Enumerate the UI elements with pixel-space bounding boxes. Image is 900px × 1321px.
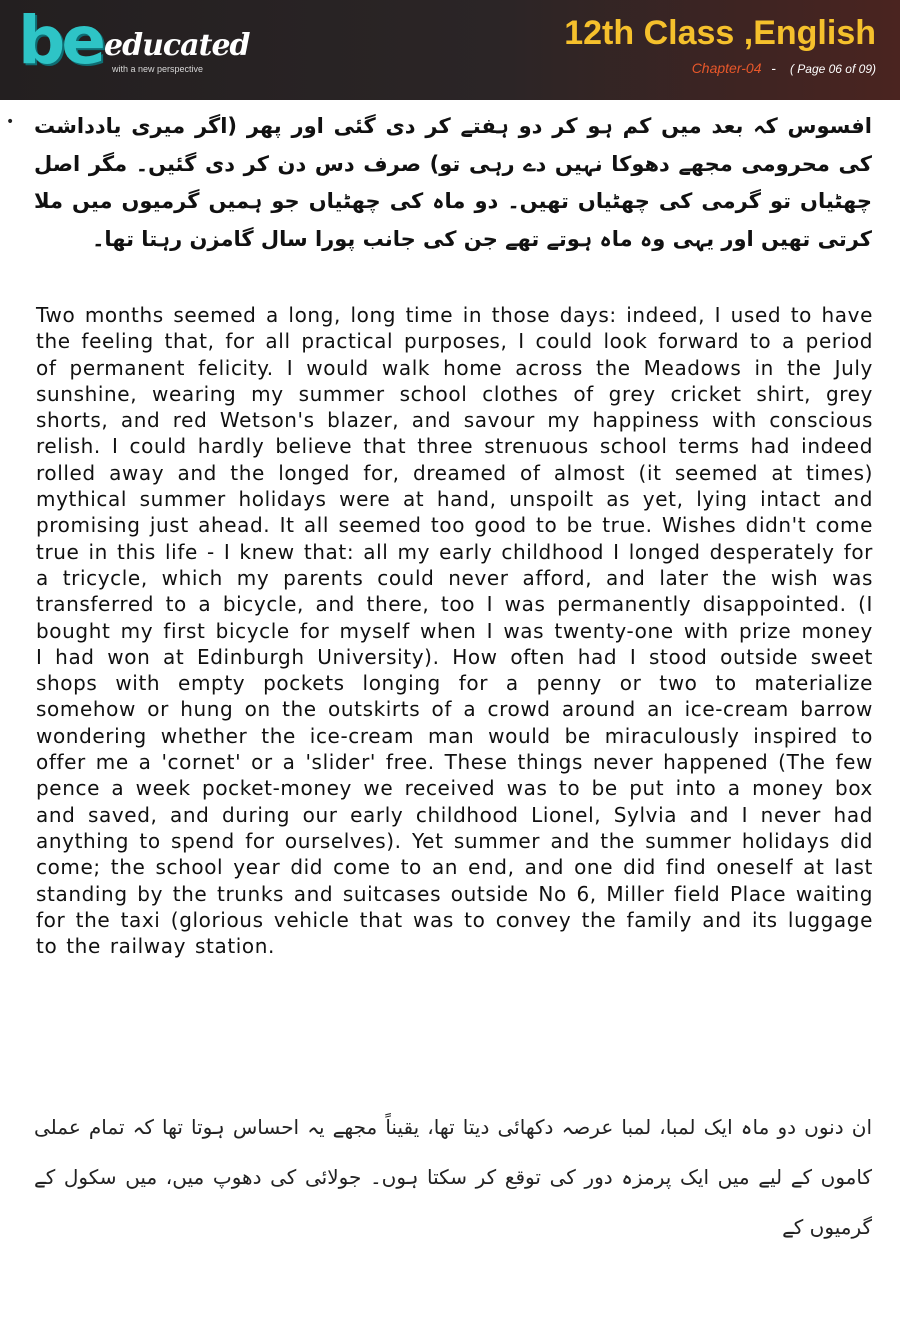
bullet-icon: • [6,114,15,130]
logo-educated-text: educated [104,28,250,63]
chapter-label: Chapter-04 [691,60,762,76]
logo-be-text: be [18,2,103,79]
english-passage: Two months seemed a long, long time in those days: indeed, I used to have the feeling that, for all practical purposes, I could look forward to a period of permanent felicity. I would walk home across the Meadows in the July sunshine, wearing my summer school clothes of grey cricket shirt, grey shorts, and red Wetson's blazer, and savour my happiness with conscious relish. I could hardly believe that three strenuous school terms had indeed rolled away and the longed for, dreamed of almost (it seemed at times) mythical summer holidays were at hand, unspoilt as yet, lying intact and promising just ahead. It all seemed too good to be true. Wishes didn't come true in this life - I knew that: all my early childhood I longed desperately for a tricycle, which my parents could never afford, and later the wish was transferred to a bicycle, and there, too I was permanently disappointed. (I bought my first bicycle for myself when I was twenty-one with prize money I had won at Edinburgh University). How often had I stood outside sweet shops with empty pockets longing for a penny or two to materialize somehow or hung on the outskirts of a crowd around an ice-cream barrow wondering whether the ice-cream man would be miraculously inspired to offer me a 'cornet' or a 'slider' free. These things never happened (The few pence a week pocket-money we received was to be put into a money box and saved, and during our early childhood Lionel, Sylvia and I never had anything to spend for ourselves). Yet summer and the summer holidays did come; the school year did come to an end, and one did find oneself at last standing by the trunks and suitcases outside No 6, Miller field Place waiting for the taxi (glorious vehicle that was to convey the family and its luggage to the railway station. [36,303,873,959]
logo-tagline: with a new perspective [112,64,204,74]
urdu-translation-bottom: ان دنوں دو ماہ ایک لمبا، لمبا عرصہ دکھائی دیتا تھا، یقیناً مجھے یہ احساس ہوتا تھا کہ تمام عملی کاموں کے لیے میں ایک پرمزہ دور کی توقع کر سکتا ہوں۔ جولائی کی دھوپ میں، میں سکول کے گرمیوں کے [34,1115,872,1239]
urdu-translation-top: افسوس کہ بعد میں کم ہو کر دو ہفتے کر دی گئی اور پھر (اگر میری یادداشت کی محرومی مجھے دھوکا نہیں دے رہی تو) صرف دس دن کر دی گئیں۔ مگر اصل چھٹیاں تو گرمی کی چھٹیاں تھیں۔ دو ماہ کی چھٹیاں جو ہمیں گرمیوں میں ملا کرتی تھیں اور یہی وہ ماہ ہوتے تھے جن کی جانب پورا سال گامزن رہتا تھا۔ [34,114,872,251]
chapter-info [692,60,876,76]
chapter-separator: - [771,60,777,76]
be-educated-logo [12,2,250,94]
page-header [0,0,900,100]
page-indicator: ( Page 06 of 09) [789,62,876,76]
page-title: 12th Class ,English [564,14,876,52]
